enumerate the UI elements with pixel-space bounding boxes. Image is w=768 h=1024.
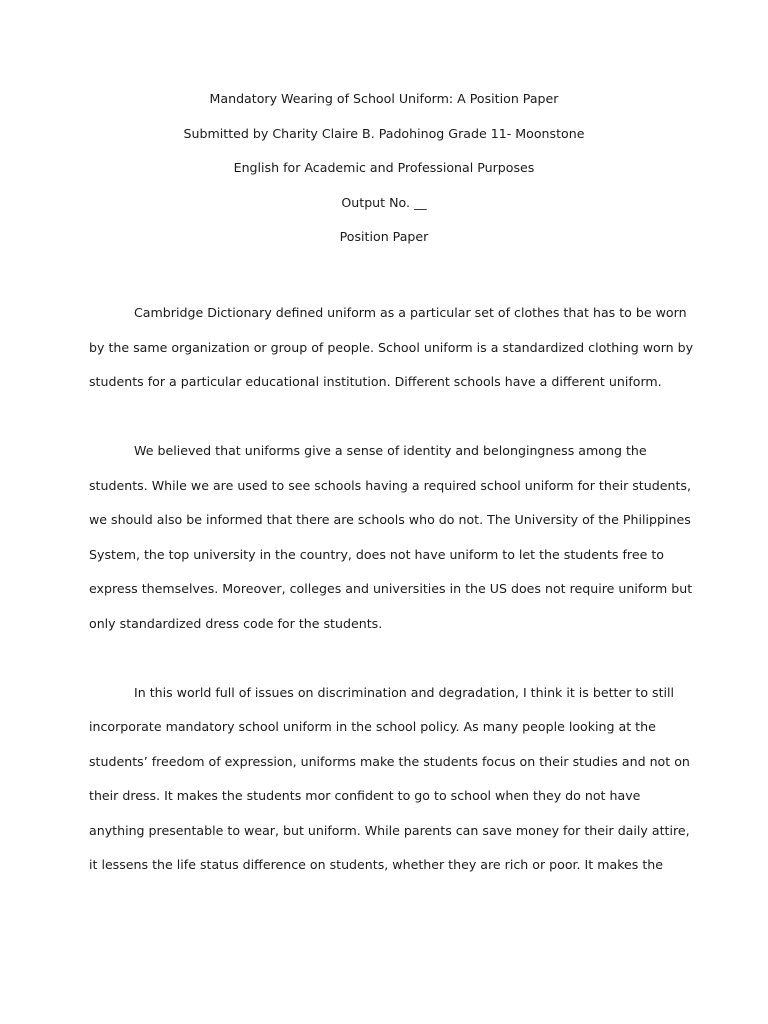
text-line: their dress. It makes the students mor confident to go to school when they do not have [89, 788, 641, 803]
paragraph-2 [89, 434, 693, 641]
text-line: it lessens the life status difference on students, whether they are rich or poor. It makes the [89, 857, 664, 872]
paragraph-3 [89, 676, 690, 883]
text-line: System, the top university in the country, does not have uniform to let the students free to [89, 546, 664, 562]
paper-title: Mandatory Wearing of School Uniform: A Position Paper [209, 91, 559, 106]
author-line: Submitted by Charity Claire B. Padohinog Grade 11- Moonstone [183, 125, 585, 141]
text-line: students’ freedom of expression, uniforms make the students focus on their studies and not on [89, 753, 690, 769]
text-line: We believed that uniforms give a sense of identity and belongingness among the [134, 443, 647, 458]
text-line: anything presentable to wear, but uniform. While parents can save money for their daily attire, [89, 822, 690, 838]
document-header [0, 90, 768, 263]
text-line: express themselves. Moreover, colleges and universities in the US does not require uniform but [89, 581, 693, 596]
text-line: Cambridge Dictionary defined uniform as a particular set of clothes that has to be worn [134, 305, 687, 320]
text-line: students for a particular educational institution. Different schools have a different uniform. [89, 374, 662, 389]
text-line: In this world full of issues on discrimination and degradation, I think it is better to still [134, 684, 675, 700]
text-line: students. While we are used to see schools having a required school uniform for their students, [89, 477, 691, 493]
text-line: we should also be informed that there are schools who do not. The University of the Philippines [89, 512, 691, 527]
output-number-line: Output No. __ [341, 194, 427, 210]
paper-type-line: Position Paper [339, 229, 429, 245]
text-line: only standardized dress code for the students. [89, 615, 383, 631]
text-line: incorporate mandatory school uniform in the school policy. As many people looking at the [89, 719, 656, 734]
paragraph-1 [89, 296, 694, 400]
course-line: English for Academic and Professional Purposes [233, 160, 535, 176]
text-line: by the same organization or group of people. School uniform is a standardized clothing worn by [89, 339, 694, 355]
document-body [89, 296, 694, 917]
